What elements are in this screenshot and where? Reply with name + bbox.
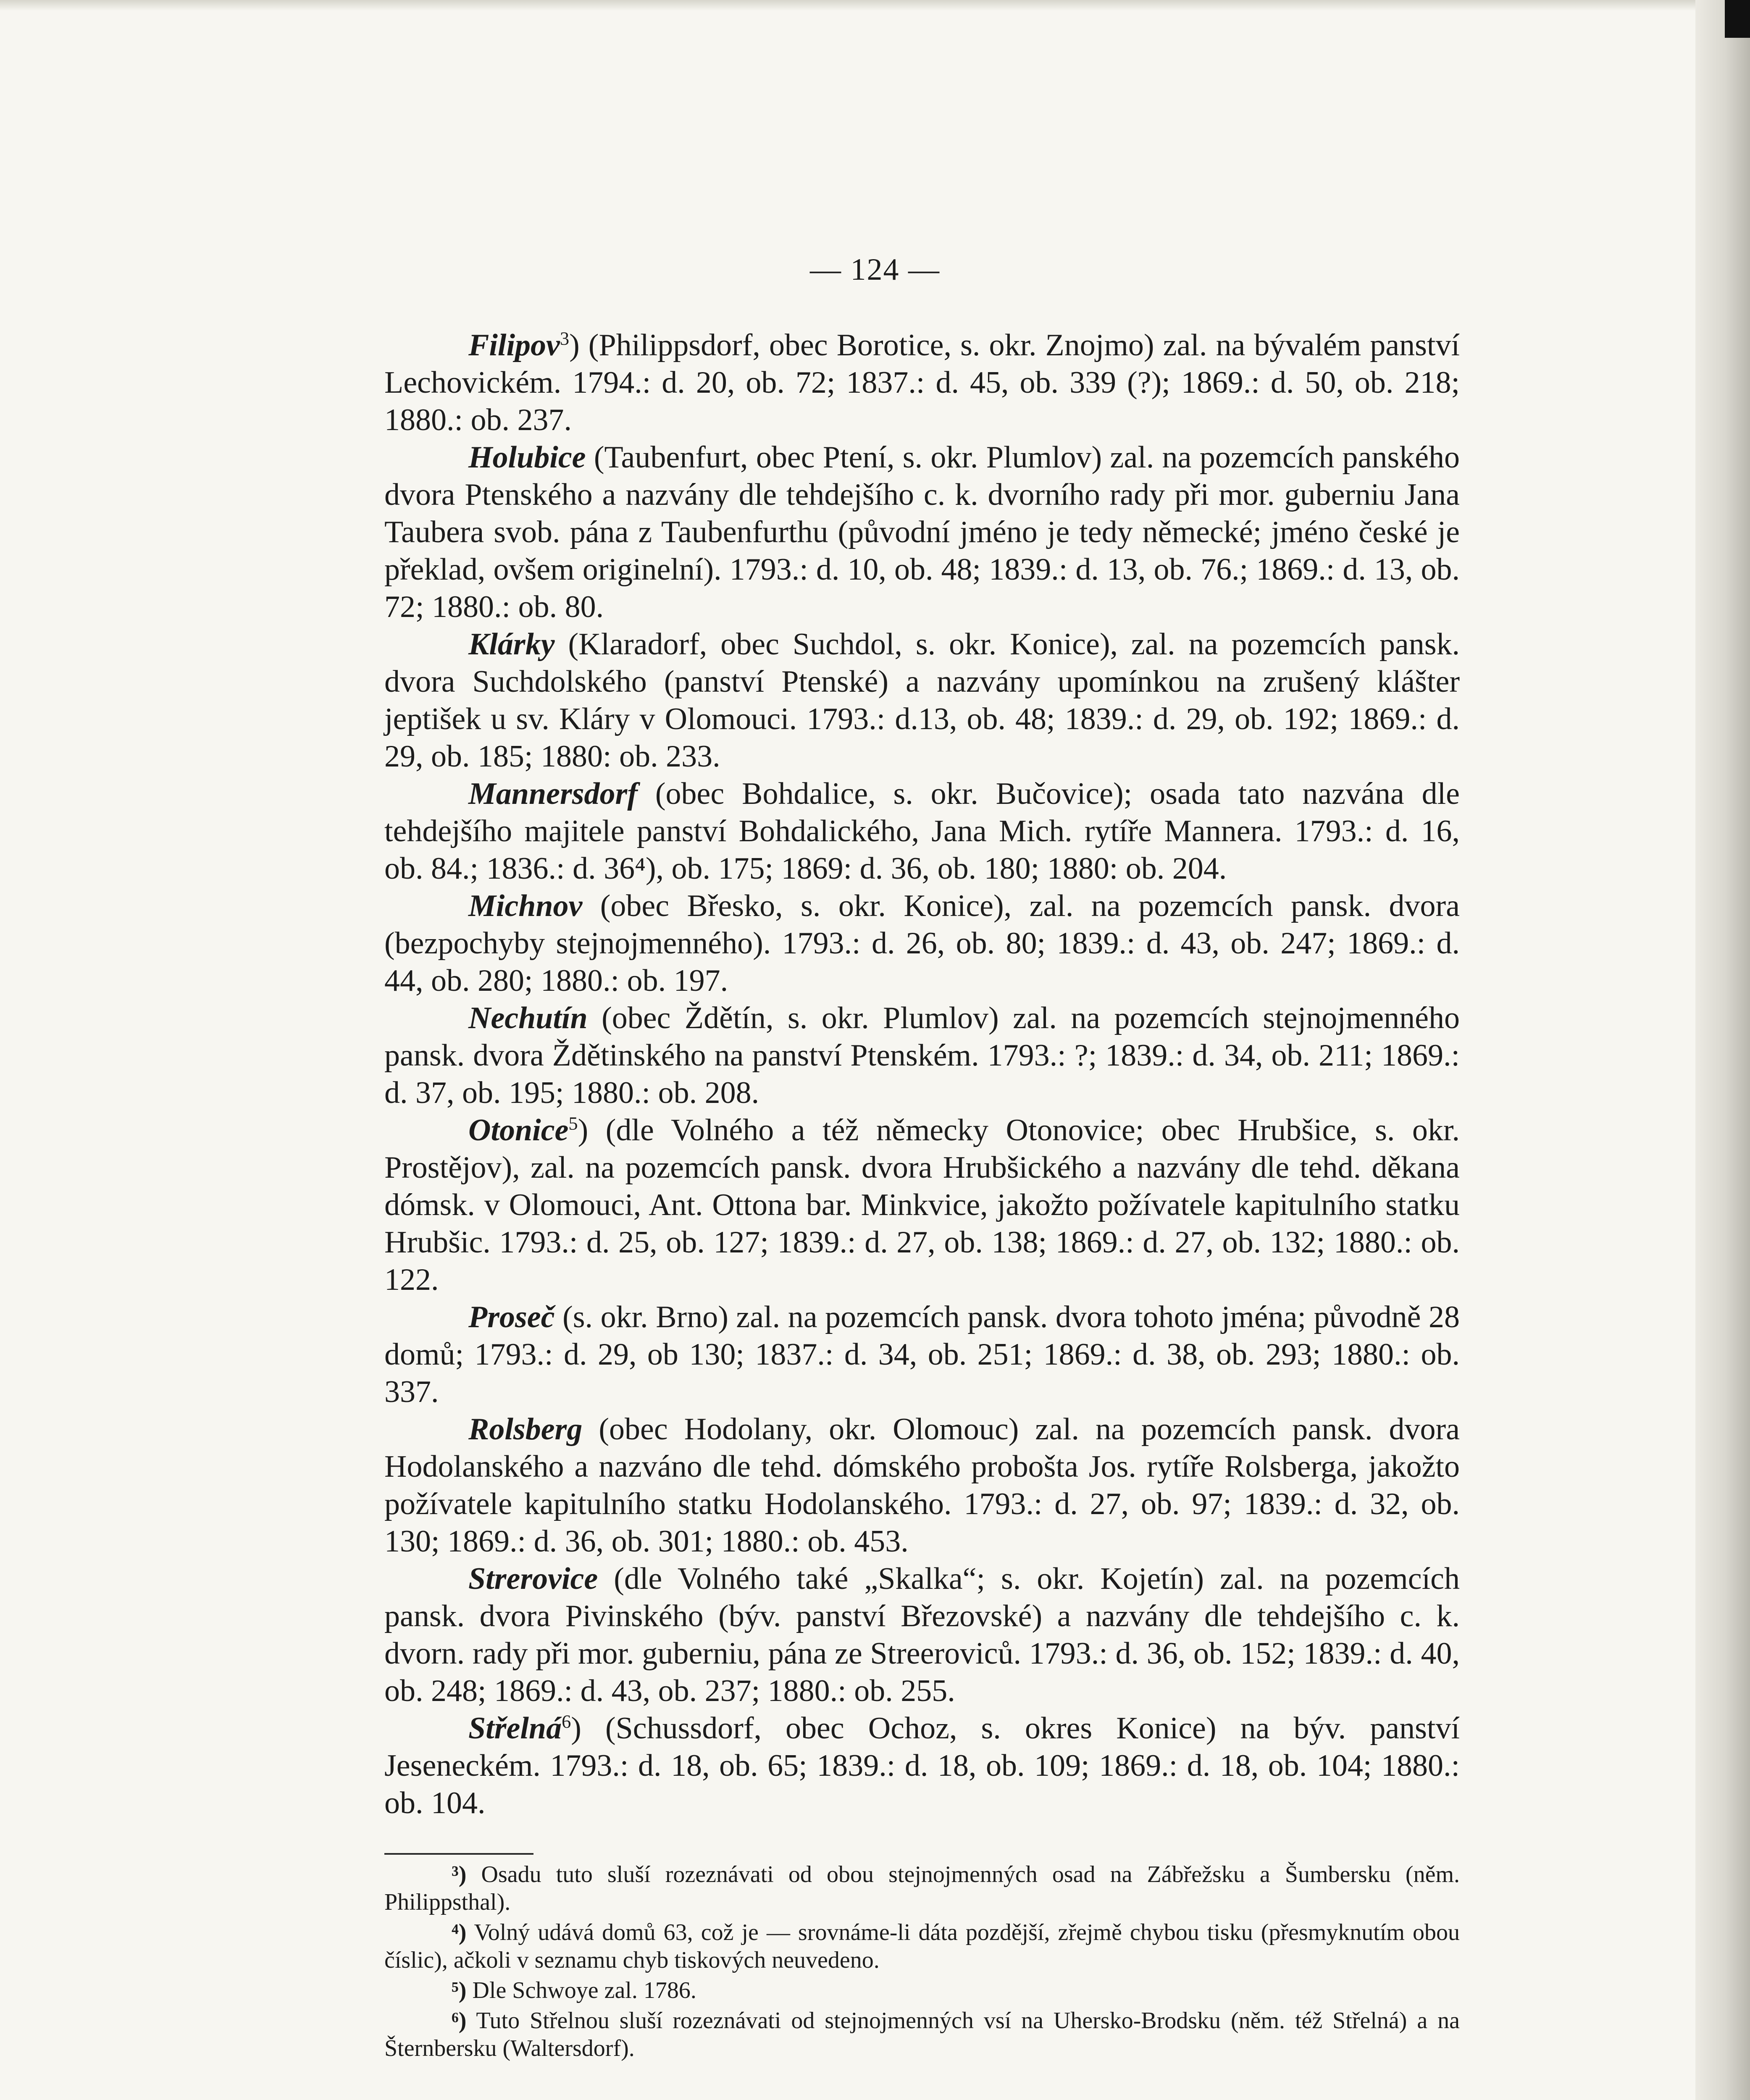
footnote-mark: ⁵) (452, 1977, 467, 2003)
entry-filipov (384, 327, 1460, 439)
footnote-text: Volný udává domů 63, což je — srovnáme-li dáta pozdější, zřejmě chybou tisku (přesmyknutím obou číslic), ačkoli v seznamu chyb tiskových neuvedeno. (384, 1919, 1460, 1973)
entry-holubice (384, 439, 1460, 626)
entry-nechutin (384, 1000, 1460, 1112)
entry-name: Strerovice (468, 1562, 598, 1596)
entry-text: (obec Hodolany, okr. Olomouc) zal. na pozemcích pansk. dvora Hodolanského a nazváno dle tehd. dómského probošta Jos. rytíře Rolsberga, jakožto požívatele kapitulního statku Hodolanského. 1793.: d. 27, ob. 97; 1839.: d. 32, ob. 130; 1869.: d. 36, ob. 301; 1880.: ob. 453. (384, 1412, 1460, 1559)
entry-klarky (384, 626, 1460, 775)
page-number: — 124 — (810, 252, 940, 287)
footnote-3 (384, 1861, 1460, 1916)
entry-text: (dle Volného také „Skalka“; s. okr. Kojetín) zal. na pozemcích pansk. dvora Pivinského (býv. panství Březovské) a nazvány dle tehdejšího c. k. dvorn. rady při mor. guberniu, pána ze Streeroviců. 1793.: d. 36, ob. 152; 1839.: d. 40, ob. 248; 1869.: d. 43, ob. 237; 1880.: ob. 255. (384, 1562, 1460, 1708)
footnotes (384, 1861, 1460, 2065)
entry-otonice (384, 1112, 1460, 1299)
footnote-text: Osadu tuto sluší rozeznávati od obou stejnojmenných osad na Zábřežsku a Šumbersku (něm. Philippsthal). (384, 1861, 1460, 1915)
footnote-ref: 5 (568, 1113, 578, 1134)
entry-strerovice (384, 1560, 1460, 1710)
scan-corner-mark (1725, 0, 1750, 38)
entry-text: (obec Ždětín, s. okr. Plumlov) zal. na pozemcích stejnojmenného pansk. dvora Ždětinského na panství Ptenském. 1793.: ?; 1839.: d. 34, ob. 211; 1869.: d. 37, ob. 195; 1880.: ob. 208. (384, 1001, 1460, 1110)
entry-text: (Klaradorf, obec Suchdol, s. okr. Konice), zal. na pozemcích pansk. dvora Suchdolského (panství Ptenské) a nazvány upomínkou na zrušený klášter jeptišek u sv. Kláry v Olomouci. 1793.: d.13, ob. 48; 1839.: d. 29, ob. 192; 1869.: d. 29, ob. 185; 1880: ob. 233. (384, 627, 1460, 774)
footnote-text: Tuto Střelnou sluší rozeznávati od stejnojmenných vsí na Uhersko-Brodsku (něm. též Střelná) a na Šternbersku (Waltersdorf). (384, 2008, 1460, 2061)
entry-mannersdorf (384, 775, 1460, 887)
scan-shadow-top (0, 0, 1750, 11)
main-text (384, 327, 1460, 1822)
entry-name: Holubice (468, 440, 586, 475)
entry-text: (obec Bohdalice, s. okr. Bučovice); osada tato nazvána dle tehdejšího majitele panství Bohdalického, Jana Mich. rytíře Mannera. 1793.: d. 16, ob. 84.; 1836.: d. 36⁴), ob. 175; 1869: d. 36, ob. 180; 1880: ob. 204. (384, 777, 1460, 886)
entry-text: (s. okr. Brno) zal. na pozemcích pansk. dvora tohoto jména; původně 28 domů; 1793.: d. 29, ob 130; 1837.: d. 34, ob. 251; 1869.: d. 38, ob. 293; 1880.: ob. 337. (384, 1300, 1460, 1409)
footnote-4 (384, 1919, 1460, 1974)
entry-name: Střelná (468, 1711, 562, 1746)
entry-name: Rolsberg (468, 1412, 583, 1446)
entry-name: Filipov (468, 328, 560, 362)
entry-michnov (384, 887, 1460, 1000)
entry-name: Proseč (468, 1300, 555, 1334)
entry-strelna (384, 1710, 1460, 1822)
entry-text: ) (Schussdorf, obec Ochoz, s. okres Konice) na býv. panství Jeseneckém. 1793.: d. 18, ob. 65; 1839.: d. 18, ob. 109; 1869.: d. 18, ob. 104; 1880.: ob. 104. (384, 1711, 1460, 1820)
footnote-text: Dle Schwoye zal. 1786. (466, 1977, 696, 2003)
footnote-mark: ⁶) (452, 2008, 467, 2034)
scan-edge-right (1695, 0, 1750, 2100)
footnote-ref: 6 (562, 1711, 571, 1732)
footnote-5 (384, 1977, 1460, 2004)
entry-text: (obec Břesko, s. okr. Konice), zal. na pozemcích pansk. dvora (bezpochyby stejnojmenného). 1793.: d. 26, ob. 80; 1839.: d. 43, ob. 247; 1869.: d. 44, ob. 280; 1880.: ob. 197. (384, 889, 1460, 998)
entry-name: Otonice (468, 1113, 569, 1147)
entry-text: (Taubenfurt, obec Ptení, s. okr. Plumlov) zal. na pozemcích panského dvora Ptenského a nazvány dle tehdejšího c. k. dvorního rady při mor. guberniu Jana Taubera svob. pána z Taubenfurthu (původní jméno je tedy německé; jméno české je překlad, ovšem originelní). 1793.: d. 10, ob. 48; 1839.: d. 13, ob. 76.; 1869.: d. 13, ob. 72; 1880.: ob. 80. (384, 440, 1460, 624)
entry-name: Michnov (468, 889, 583, 923)
entry-rolsberg (384, 1411, 1460, 1560)
footnote-6 (384, 2007, 1460, 2062)
footnote-mark: ³) (452, 1861, 467, 1887)
entry-text: ) (Philippsdorf, obec Borotice, s. okr. Znojmo) zal. na bývalém panství Lechovickém. 1794.: d. 20, ob. 72; 1837.: d. 45, ob. 339 (?); 1869.: d. 50, ob. 218; 1880.: ob. 237. (384, 328, 1460, 437)
footnote-mark: ⁴) (452, 1919, 467, 1945)
footnote-divider (384, 1853, 533, 1855)
entry-name: Mannersdorf (468, 777, 638, 811)
entry-prosec (384, 1299, 1460, 1411)
footnote-ref: 3 (560, 328, 570, 349)
entry-name: Nechutín (468, 1001, 588, 1035)
entry-name: Klárky (468, 627, 555, 662)
entry-text: ) (dle Volného a též německy Otonovice; obec Hrubšice, s. okr. Prostějov), zal. na pozemcích pansk. dvora Hrubšického a nazvány dle tehd. děkana dómsk. v Olomouci, Ant. Ottona bar. Minkvice, jakožto požívatele kapitulního statku Hrubšic. 1793.: d. 25, ob. 127; 1839.: d. 27, ob. 138; 1869.: d. 27, ob. 132; 1880.: ob. 122. (384, 1113, 1460, 1297)
